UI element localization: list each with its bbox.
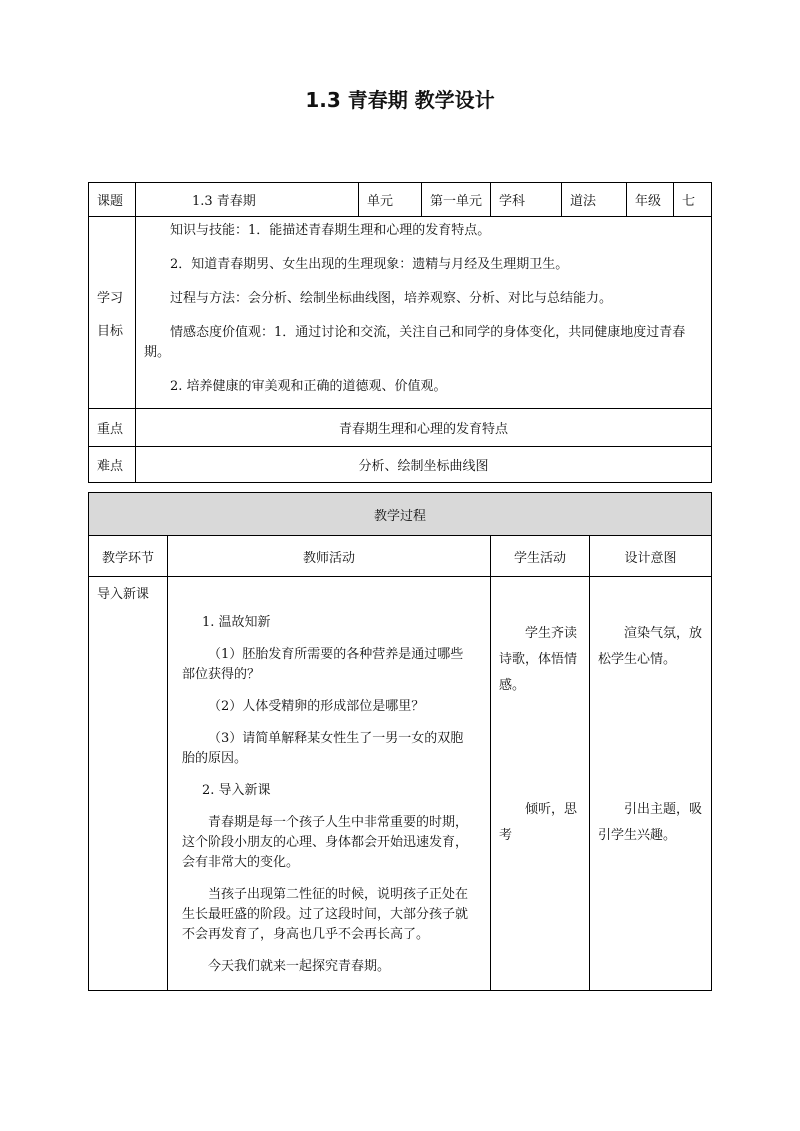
subject-value: 道法: [562, 183, 627, 217]
process-body-row: [89, 577, 712, 991]
intent-line: 渲染气氛，放松学生心情。: [598, 626, 703, 667]
goals-label-line-2: 目标: [97, 323, 124, 339]
teacher-line: （2）人体受精卵的形成部位是哪里？: [208, 699, 425, 714]
key-point-row: [89, 409, 712, 447]
goals-content: [136, 217, 712, 409]
teacher-line: 青春期是每一个孩子人生中非常重要的时期，这个阶段小朋友的心理、身体都会开始迅速发育，会有非常大的变化。: [182, 815, 469, 870]
lesson-info-table: [88, 182, 712, 483]
grade-label: 年级: [627, 183, 674, 217]
key-point-label: 重点: [89, 409, 136, 447]
header-student: 学生活动: [491, 536, 590, 577]
stage-cell: 导入新课: [89, 577, 168, 991]
grade-value: 七: [674, 183, 712, 217]
student-line: 倾听，思考: [499, 802, 578, 843]
process-header-row: [89, 536, 712, 577]
info-row: [89, 183, 712, 217]
difficulty-label: 难点: [89, 447, 136, 483]
goal-line: 知识与技能：1．能描述青春期生理和心理的发育特点。: [170, 223, 491, 238]
teacher-line: （3）请简单解释某女性生了一男一女的双胞胎的原因。: [182, 731, 464, 766]
student-activity-cell: [491, 577, 590, 991]
difficulty-value: 分析、绘制坐标曲线图: [136, 447, 712, 483]
unit-label: 单元: [359, 183, 422, 217]
goals-label: [89, 217, 136, 409]
goal-line: 2. 培养健康的审美观和正确的道德观、价值观。: [170, 379, 447, 394]
unit-value: 第一单元: [422, 183, 491, 217]
goals-row: [89, 217, 712, 409]
topic-label: 课题: [89, 183, 136, 217]
teacher-line: 1. 温故知新: [202, 615, 271, 630]
key-point-value: 青春期生理和心理的发育特点: [136, 409, 712, 447]
goal-line: 2．知道青春期男、女生出现的生理现象：遗精与月经及生理期卫生。: [170, 257, 569, 272]
process-title: 教学过程: [89, 493, 712, 536]
teacher-activity-cell: [168, 577, 491, 991]
teacher-line: 今天我们就来一起探究青春期。: [208, 959, 391, 974]
teacher-line: 2. 导入新课: [202, 783, 271, 798]
difficulty-row: [89, 447, 712, 483]
header-intent: 设计意图: [590, 536, 712, 577]
goal-line: 过程与方法：会分析、绘制坐标曲线图，培养观察、分析、对比与总结能力。: [170, 291, 613, 306]
intent-line: 引出主题，吸引学生兴趣。: [598, 802, 703, 843]
header-stage: 教学环节: [89, 536, 168, 577]
goals-label-line-1: 学习: [97, 290, 124, 306]
process-title-row: [89, 493, 712, 536]
header-teacher: 教师活动: [168, 536, 491, 577]
document-title: 1.3 青春期 教学设计: [305, 88, 495, 112]
goal-line: 情感态度价值观：1．通过讨论和交流，关注自己和同学的身体变化，共同健康地度过青春期。: [144, 325, 686, 360]
teaching-process-table: [88, 492, 712, 991]
student-line: 学生齐读诗歌，体悟情感。: [499, 626, 578, 693]
teacher-line: 当孩子出现第二性征的时候，说明孩子正处在生长最旺盛的阶段。过了这段时间，大部分孩子就不会再发育了，身高也几乎不会再长高了。: [182, 887, 469, 942]
topic-value: 1.3 青春期: [136, 183, 359, 217]
teacher-line: （1）胚胎发育所需要的各种营养是通过哪些部位获得的？: [182, 647, 464, 682]
subject-label: 学科: [491, 183, 562, 217]
design-intent-cell: [590, 577, 712, 991]
